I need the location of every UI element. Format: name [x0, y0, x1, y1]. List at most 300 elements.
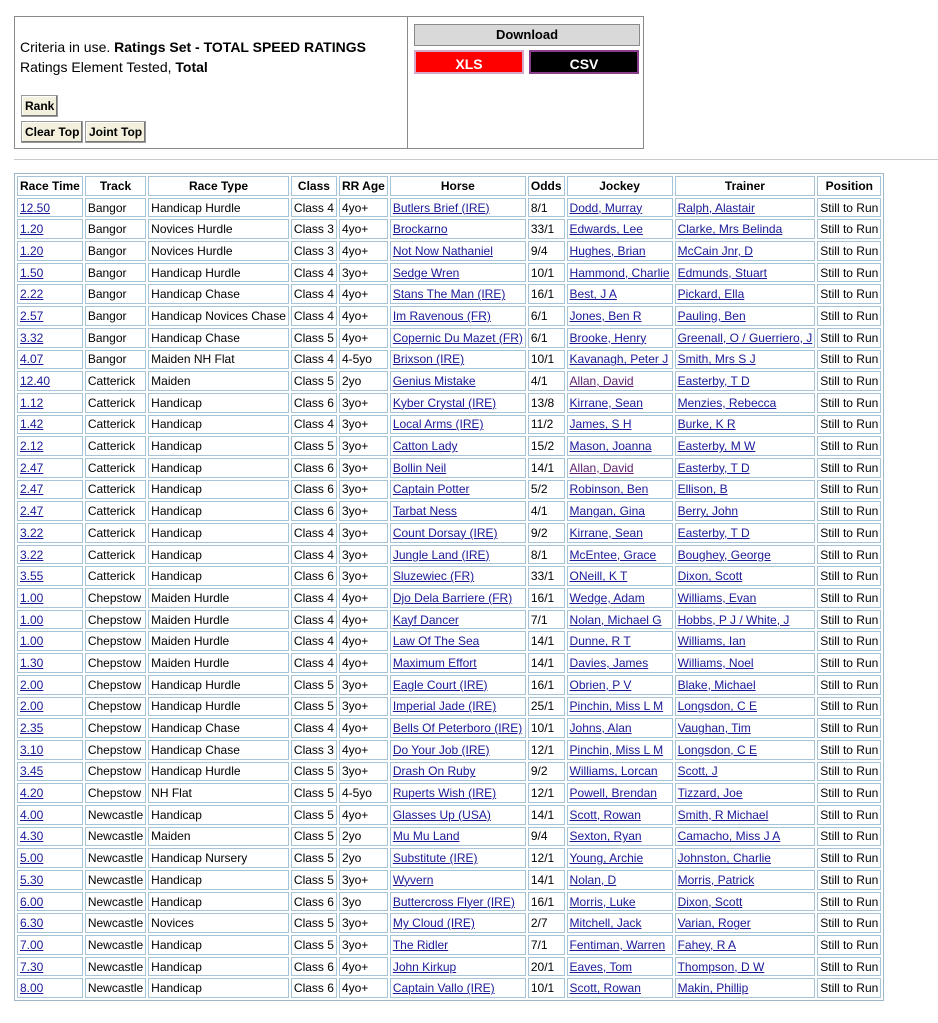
- horse-link[interactable]: Brockarno: [392, 222, 448, 237]
- horse-link[interactable]: Tarbat Ness: [392, 504, 457, 519]
- cell-trainer[interactable]: [675, 198, 816, 218]
- cell-jockey[interactable]: [567, 306, 673, 326]
- cell-horse[interactable]: [390, 740, 526, 760]
- race-time-link[interactable]: 1.00: [20, 634, 44, 649]
- trainer-link[interactable]: Ralph, Alastair: [677, 200, 755, 215]
- horse-link[interactable]: Captain Vallo (IRE): [392, 981, 495, 996]
- cell-trainer[interactable]: [675, 458, 816, 478]
- horse-link[interactable]: Jungle Land (IRE): [392, 547, 490, 562]
- cell-jockey[interactable]: [567, 219, 673, 239]
- trainer-link[interactable]: Edmunds, Stuart: [677, 265, 767, 280]
- cell-race-time[interactable]: [17, 566, 83, 586]
- cell-jockey[interactable]: [567, 588, 673, 608]
- cell-race-time[interactable]: [17, 306, 83, 326]
- jockey-link[interactable]: Obrien, P V: [569, 677, 632, 692]
- cell-jockey[interactable]: [567, 783, 673, 803]
- trainer-link[interactable]: McCain Jnr, D: [677, 243, 753, 258]
- cell-race-time[interactable]: [17, 892, 83, 912]
- race-time-link[interactable]: 1.42: [20, 417, 44, 432]
- trainer-link[interactable]: Makin, Phillip: [677, 981, 749, 996]
- cell-trainer[interactable]: [675, 350, 816, 370]
- cell-race-time[interactable]: [17, 219, 83, 239]
- jockey-link[interactable]: Sexton, Ryan: [569, 829, 642, 844]
- cell-race-time[interactable]: [17, 762, 83, 782]
- trainer-link[interactable]: Clarke, Mrs Belinda: [677, 222, 783, 237]
- cell-race-time[interactable]: [17, 610, 83, 630]
- jockey-link[interactable]: Best, J A: [569, 287, 617, 302]
- cell-race-time[interactable]: [17, 198, 83, 218]
- race-time-link[interactable]: 4.30: [20, 829, 44, 844]
- cell-race-time[interactable]: [17, 523, 83, 543]
- cell-race-time[interactable]: [17, 415, 83, 435]
- jockey-link[interactable]: Hammond, Charlie: [569, 265, 670, 280]
- cell-trainer[interactable]: [675, 306, 816, 326]
- jockey-link[interactable]: Kirrane, Sean: [569, 525, 643, 540]
- trainer-link[interactable]: Boughey, George: [677, 547, 771, 562]
- trainer-link[interactable]: Ellison, B: [677, 482, 728, 497]
- trainer-link[interactable]: Pauling, Ben: [677, 308, 746, 323]
- cell-horse[interactable]: [390, 870, 526, 890]
- jockey-link[interactable]: Nolan, D: [569, 872, 617, 887]
- cell-jockey[interactable]: [567, 198, 673, 218]
- trainer-link[interactable]: Easterby, T D: [677, 525, 750, 540]
- race-time-link[interactable]: 6.30: [20, 916, 44, 931]
- cell-horse[interactable]: [390, 978, 526, 998]
- trainer-link[interactable]: Greenall, O / Guerriero, J: [677, 330, 813, 345]
- jockey-link[interactable]: Fentiman, Warren: [569, 937, 666, 952]
- jockey-link[interactable]: Dodd, Murray: [569, 200, 643, 215]
- horse-link[interactable]: John Kirkup: [392, 959, 457, 974]
- cell-race-time[interactable]: [17, 978, 83, 998]
- horse-link[interactable]: Sedge Wren: [392, 265, 460, 280]
- race-time-link[interactable]: 2.35: [20, 721, 44, 736]
- joint-top-button[interactable]: Joint Top: [85, 121, 146, 143]
- cell-horse[interactable]: [390, 892, 526, 912]
- race-time-link[interactable]: 2.00: [20, 677, 44, 692]
- cell-horse[interactable]: [390, 653, 526, 673]
- race-time-link[interactable]: 3.55: [20, 569, 44, 584]
- race-time-link[interactable]: 4.07: [20, 352, 44, 367]
- trainer-link[interactable]: Vaughan, Tim: [677, 721, 751, 736]
- jockey-link[interactable]: Pinchin, Miss L M: [569, 742, 664, 757]
- cell-jockey[interactable]: [567, 653, 673, 673]
- trainer-link[interactable]: Camacho, Miss J A: [677, 829, 781, 844]
- cell-horse[interactable]: [390, 328, 526, 348]
- cell-trainer[interactable]: [675, 740, 816, 760]
- trainer-link[interactable]: Morris, Patrick: [677, 872, 755, 887]
- trainer-link[interactable]: Williams, Noel: [677, 655, 754, 670]
- trainer-link[interactable]: Scott, J: [677, 764, 718, 779]
- rank-button[interactable]: Rank: [21, 95, 58, 117]
- race-time-link[interactable]: 2.00: [20, 699, 44, 714]
- cell-horse[interactable]: [390, 241, 526, 261]
- xls-download-button[interactable]: XLS: [414, 50, 524, 74]
- cell-jockey[interactable]: [567, 631, 673, 651]
- race-time-link[interactable]: 8.00: [20, 981, 44, 996]
- cell-jockey[interactable]: [567, 913, 673, 933]
- cell-jockey[interactable]: [567, 610, 673, 630]
- cell-trainer[interactable]: [675, 783, 816, 803]
- cell-horse[interactable]: [390, 783, 526, 803]
- cell-jockey[interactable]: [567, 718, 673, 738]
- cell-trainer[interactable]: [675, 762, 816, 782]
- cell-race-time[interactable]: [17, 328, 83, 348]
- cell-jockey[interactable]: [567, 241, 673, 261]
- jockey-link[interactable]: Allan, David: [569, 374, 634, 389]
- jockey-link[interactable]: Robinson, Ben: [569, 482, 649, 497]
- cell-horse[interactable]: [390, 458, 526, 478]
- cell-trainer[interactable]: [675, 328, 816, 348]
- cell-race-time[interactable]: [17, 501, 83, 521]
- race-time-link[interactable]: 3.10: [20, 742, 44, 757]
- cell-jockey[interactable]: [567, 978, 673, 998]
- horse-link[interactable]: Bollin Neil: [392, 460, 447, 475]
- cell-trainer[interactable]: [675, 415, 816, 435]
- horse-link[interactable]: Local Arms (IRE): [392, 417, 484, 432]
- horse-link[interactable]: The Ridler: [392, 937, 449, 952]
- cell-trainer[interactable]: [675, 284, 816, 304]
- cell-horse[interactable]: [390, 935, 526, 955]
- horse-link[interactable]: Catton Lady: [392, 439, 458, 454]
- cell-trainer[interactable]: [675, 610, 816, 630]
- jockey-link[interactable]: Dunne, R T: [569, 634, 631, 649]
- cell-trainer[interactable]: [675, 718, 816, 738]
- trainer-link[interactable]: Smith, Mrs S J: [677, 352, 756, 367]
- cell-jockey[interactable]: [567, 328, 673, 348]
- jockey-link[interactable]: Allan, David: [569, 460, 634, 475]
- cell-jockey[interactable]: [567, 393, 673, 413]
- cell-race-time[interactable]: [17, 436, 83, 456]
- cell-horse[interactable]: [390, 371, 526, 391]
- trainer-link[interactable]: Smith, R Michael: [677, 807, 769, 822]
- cell-jockey[interactable]: [567, 523, 673, 543]
- cell-jockey[interactable]: [567, 892, 673, 912]
- jockey-link[interactable]: Mitchell, Jack: [569, 916, 642, 931]
- cell-jockey[interactable]: [567, 848, 673, 868]
- race-time-link[interactable]: 2.47: [20, 482, 44, 497]
- race-time-link[interactable]: 2.47: [20, 460, 44, 475]
- trainer-link[interactable]: Easterby, T D: [677, 460, 750, 475]
- horse-link[interactable]: Mu Mu Land: [392, 829, 460, 844]
- jockey-link[interactable]: Nolan, Michael G: [569, 612, 662, 627]
- horse-link[interactable]: Maximum Effort: [392, 655, 477, 670]
- cell-horse[interactable]: [390, 523, 526, 543]
- jockey-link[interactable]: Brooke, Henry: [569, 330, 647, 345]
- cell-race-time[interactable]: [17, 545, 83, 565]
- cell-horse[interactable]: [390, 610, 526, 630]
- cell-horse[interactable]: [390, 913, 526, 933]
- trainer-link[interactable]: Dixon, Scott: [677, 894, 743, 909]
- trainer-link[interactable]: Pickard, Ella: [677, 287, 745, 302]
- cell-horse[interactable]: [390, 545, 526, 565]
- cell-trainer[interactable]: [675, 263, 816, 283]
- trainer-link[interactable]: Hobbs, P J / White, J: [677, 612, 790, 627]
- trainer-link[interactable]: Burke, K R: [677, 417, 736, 432]
- jockey-link[interactable]: Scott, Rowan: [569, 981, 641, 996]
- cell-trainer[interactable]: [675, 978, 816, 998]
- cell-jockey[interactable]: [567, 697, 673, 717]
- race-time-link[interactable]: 4.00: [20, 807, 44, 822]
- cell-race-time[interactable]: [17, 675, 83, 695]
- cell-jockey[interactable]: [567, 566, 673, 586]
- cell-horse[interactable]: [390, 805, 526, 825]
- jockey-link[interactable]: Pinchin, Miss L M: [569, 699, 664, 714]
- horse-link[interactable]: Ruperts Wish (IRE): [392, 786, 497, 801]
- cell-race-time[interactable]: [17, 783, 83, 803]
- horse-link[interactable]: Glasses Up (USA): [392, 807, 491, 822]
- cell-trainer[interactable]: [675, 827, 816, 847]
- cell-horse[interactable]: [390, 957, 526, 977]
- cell-race-time[interactable]: [17, 935, 83, 955]
- csv-download-button[interactable]: CSV: [529, 50, 639, 74]
- horse-link[interactable]: Djo Dela Barriere (FR): [392, 590, 513, 605]
- trainer-link[interactable]: Thompson, D W: [677, 959, 765, 974]
- jockey-link[interactable]: Davies, James: [569, 655, 649, 670]
- race-time-link[interactable]: 2.57: [20, 308, 44, 323]
- race-time-link[interactable]: 1.20: [20, 222, 44, 237]
- cell-race-time[interactable]: [17, 458, 83, 478]
- jockey-link[interactable]: Williams, Lorcan: [569, 764, 658, 779]
- horse-link[interactable]: Count Dorsay (IRE): [392, 525, 498, 540]
- race-time-link[interactable]: 7.00: [20, 937, 44, 952]
- cell-trainer[interactable]: [675, 480, 816, 500]
- cell-trainer[interactable]: [675, 870, 816, 890]
- cell-horse[interactable]: [390, 827, 526, 847]
- cell-horse[interactable]: [390, 436, 526, 456]
- cell-race-time[interactable]: [17, 848, 83, 868]
- trainer-link[interactable]: Fahey, R A: [677, 937, 737, 952]
- trainer-link[interactable]: Berry, John: [677, 504, 739, 519]
- jockey-link[interactable]: Kirrane, Sean: [569, 395, 643, 410]
- cell-trainer[interactable]: [675, 371, 816, 391]
- horse-link[interactable]: Substitute (IRE): [392, 851, 478, 866]
- horse-link[interactable]: Imperial Jade (IRE): [392, 699, 497, 714]
- horse-link[interactable]: Im Ravenous (FR): [392, 308, 491, 323]
- trainer-link[interactable]: Williams, Ian: [677, 634, 746, 649]
- race-time-link[interactable]: 1.50: [20, 265, 44, 280]
- cell-race-time[interactable]: [17, 740, 83, 760]
- horse-link[interactable]: Kyber Crystal (IRE): [392, 395, 497, 410]
- cell-trainer[interactable]: [675, 913, 816, 933]
- cell-race-time[interactable]: [17, 588, 83, 608]
- cell-horse[interactable]: [390, 480, 526, 500]
- cell-jockey[interactable]: [567, 436, 673, 456]
- jockey-link[interactable]: Kavanagh, Peter J: [569, 352, 669, 367]
- cell-trainer[interactable]: [675, 436, 816, 456]
- cell-trainer[interactable]: [675, 501, 816, 521]
- clear-top-button[interactable]: Clear Top: [21, 121, 83, 143]
- trainer-link[interactable]: Williams, Evan: [677, 590, 757, 605]
- cell-horse[interactable]: [390, 415, 526, 435]
- cell-jockey[interactable]: [567, 805, 673, 825]
- cell-race-time[interactable]: [17, 350, 83, 370]
- cell-trainer[interactable]: [675, 653, 816, 673]
- cell-trainer[interactable]: [675, 219, 816, 239]
- race-time-link[interactable]: 3.22: [20, 547, 44, 562]
- jockey-link[interactable]: James, S H: [569, 417, 632, 432]
- cell-jockey[interactable]: [567, 458, 673, 478]
- cell-trainer[interactable]: [675, 523, 816, 543]
- jockey-link[interactable]: Hughes, Brian: [569, 243, 646, 258]
- race-time-link[interactable]: 1.30: [20, 655, 44, 670]
- race-time-link[interactable]: 12.40: [20, 374, 51, 389]
- cell-horse[interactable]: [390, 284, 526, 304]
- trainer-link[interactable]: Johnston, Charlie: [677, 851, 771, 866]
- jockey-link[interactable]: Edwards, Lee: [569, 222, 643, 237]
- jockey-link[interactable]: Jones, Ben R: [569, 308, 642, 323]
- horse-link[interactable]: Drash On Ruby: [392, 764, 476, 779]
- cell-jockey[interactable]: [567, 935, 673, 955]
- cell-trainer[interactable]: [675, 957, 816, 977]
- race-time-link[interactable]: 4.20: [20, 786, 44, 801]
- race-time-link[interactable]: 1.00: [20, 590, 44, 605]
- jockey-link[interactable]: McEntee, Grace: [569, 547, 657, 562]
- cell-trainer[interactable]: [675, 545, 816, 565]
- cell-race-time[interactable]: [17, 631, 83, 651]
- horse-link[interactable]: Do Your Job (IRE): [392, 742, 490, 757]
- cell-race-time[interactable]: [17, 393, 83, 413]
- race-time-link[interactable]: 3.45: [20, 764, 44, 779]
- horse-link[interactable]: Law Of The Sea: [392, 634, 480, 649]
- trainer-link[interactable]: Easterby, M W: [677, 439, 756, 454]
- race-time-link[interactable]: 1.20: [20, 243, 44, 258]
- cell-horse[interactable]: [390, 566, 526, 586]
- race-time-link[interactable]: 5.30: [20, 872, 44, 887]
- cell-race-time[interactable]: [17, 870, 83, 890]
- trainer-link[interactable]: Tizzard, Joe: [677, 786, 743, 801]
- cell-jockey[interactable]: [567, 284, 673, 304]
- cell-jockey[interactable]: [567, 371, 673, 391]
- cell-horse[interactable]: [390, 350, 526, 370]
- cell-jockey[interactable]: [567, 263, 673, 283]
- horse-link[interactable]: Kayf Dancer: [392, 612, 459, 627]
- cell-trainer[interactable]: [675, 805, 816, 825]
- cell-jockey[interactable]: [567, 545, 673, 565]
- horse-link[interactable]: Bells Of Peterboro (IRE): [392, 721, 523, 736]
- horse-link[interactable]: Eagle Court (IRE): [392, 677, 488, 692]
- cell-jockey[interactable]: [567, 827, 673, 847]
- jockey-link[interactable]: ONeill, K T: [569, 569, 628, 584]
- jockey-link[interactable]: Mason, Joanna: [569, 439, 652, 454]
- cell-trainer[interactable]: [675, 566, 816, 586]
- jockey-link[interactable]: Eaves, Tom: [569, 959, 633, 974]
- cell-trainer[interactable]: [675, 241, 816, 261]
- cell-race-time[interactable]: [17, 241, 83, 261]
- cell-horse[interactable]: [390, 718, 526, 738]
- horse-link[interactable]: Buttercross Flyer (IRE): [392, 894, 515, 909]
- cell-horse[interactable]: [390, 588, 526, 608]
- trainer-link[interactable]: Longsdon, C E: [677, 699, 757, 714]
- cell-jockey[interactable]: [567, 957, 673, 977]
- cell-jockey[interactable]: [567, 675, 673, 695]
- race-time-link[interactable]: 3.32: [20, 330, 44, 345]
- horse-link[interactable]: Stans The Man (IRE): [392, 287, 506, 302]
- cell-race-time[interactable]: [17, 718, 83, 738]
- jockey-link[interactable]: Powell, Brendan: [569, 786, 657, 801]
- race-time-link[interactable]: 2.12: [20, 439, 44, 454]
- cell-trainer[interactable]: [675, 935, 816, 955]
- trainer-link[interactable]: Blake, Michael: [677, 677, 756, 692]
- horse-link[interactable]: Sluzewiec (FR): [392, 569, 475, 584]
- jockey-link[interactable]: Morris, Luke: [569, 894, 636, 909]
- cell-race-time[interactable]: [17, 371, 83, 391]
- cell-trainer[interactable]: [675, 631, 816, 651]
- horse-link[interactable]: Butlers Brief (IRE): [392, 200, 490, 215]
- cell-jockey[interactable]: [567, 501, 673, 521]
- jockey-link[interactable]: Scott, Rowan: [569, 807, 641, 822]
- cell-trainer[interactable]: [675, 588, 816, 608]
- race-time-link[interactable]: 1.00: [20, 612, 44, 627]
- horse-link[interactable]: Genius Mistake: [392, 374, 476, 389]
- race-time-link[interactable]: 7.30: [20, 959, 44, 974]
- cell-race-time[interactable]: [17, 653, 83, 673]
- cell-horse[interactable]: [390, 675, 526, 695]
- cell-horse[interactable]: [390, 762, 526, 782]
- cell-race-time[interactable]: [17, 913, 83, 933]
- cell-race-time[interactable]: [17, 827, 83, 847]
- horse-link[interactable]: Not Now Nathaniel: [392, 243, 493, 258]
- race-time-link[interactable]: 2.22: [20, 287, 44, 302]
- trainer-link[interactable]: Dixon, Scott: [677, 569, 743, 584]
- cell-horse[interactable]: [390, 263, 526, 283]
- cell-trainer[interactable]: [675, 892, 816, 912]
- race-time-link[interactable]: 2.47: [20, 504, 44, 519]
- horse-link[interactable]: Captain Potter: [392, 482, 470, 497]
- cell-jockey[interactable]: [567, 350, 673, 370]
- horse-link[interactable]: Copernic Du Mazet (FR): [392, 330, 523, 345]
- cell-horse[interactable]: [390, 501, 526, 521]
- trainer-link[interactable]: Easterby, T D: [677, 374, 750, 389]
- cell-trainer[interactable]: [675, 393, 816, 413]
- jockey-link[interactable]: Johns, Alan: [569, 721, 632, 736]
- cell-trainer[interactable]: [675, 848, 816, 868]
- race-time-link[interactable]: 12.50: [20, 200, 51, 215]
- trainer-link[interactable]: Varian, Roger: [677, 916, 751, 931]
- cell-race-time[interactable]: [17, 284, 83, 304]
- cell-race-time[interactable]: [17, 480, 83, 500]
- cell-horse[interactable]: [390, 219, 526, 239]
- cell-trainer[interactable]: [675, 675, 816, 695]
- cell-horse[interactable]: [390, 306, 526, 326]
- cell-jockey[interactable]: [567, 415, 673, 435]
- cell-horse[interactable]: [390, 848, 526, 868]
- cell-race-time[interactable]: [17, 957, 83, 977]
- cell-horse[interactable]: [390, 697, 526, 717]
- race-time-link[interactable]: 3.22: [20, 525, 44, 540]
- cell-jockey[interactable]: [567, 762, 673, 782]
- cell-race-time[interactable]: [17, 697, 83, 717]
- jockey-link[interactable]: Mangan, Gina: [569, 504, 645, 519]
- jockey-link[interactable]: Young, Archie: [569, 851, 644, 866]
- trainer-link[interactable]: Menzies, Rebecca: [677, 395, 777, 410]
- cell-trainer[interactable]: [675, 697, 816, 717]
- cell-race-time[interactable]: [17, 805, 83, 825]
- cell-jockey[interactable]: [567, 870, 673, 890]
- jockey-link[interactable]: Wedge, Adam: [569, 590, 645, 605]
- race-time-link[interactable]: 1.12: [20, 395, 44, 410]
- race-time-link[interactable]: 6.00: [20, 894, 44, 909]
- cell-horse[interactable]: [390, 631, 526, 651]
- horse-link[interactable]: Wyvern: [392, 872, 434, 887]
- cell-race-time[interactable]: [17, 263, 83, 283]
- cell-horse[interactable]: [390, 198, 526, 218]
- race-time-link[interactable]: 5.00: [20, 851, 44, 866]
- cell-jockey[interactable]: [567, 480, 673, 500]
- horse-link[interactable]: My Cloud (IRE): [392, 916, 475, 931]
- cell-jockey[interactable]: [567, 740, 673, 760]
- cell-horse[interactable]: [390, 393, 526, 413]
- trainer-link[interactable]: Longsdon, C E: [677, 742, 757, 757]
